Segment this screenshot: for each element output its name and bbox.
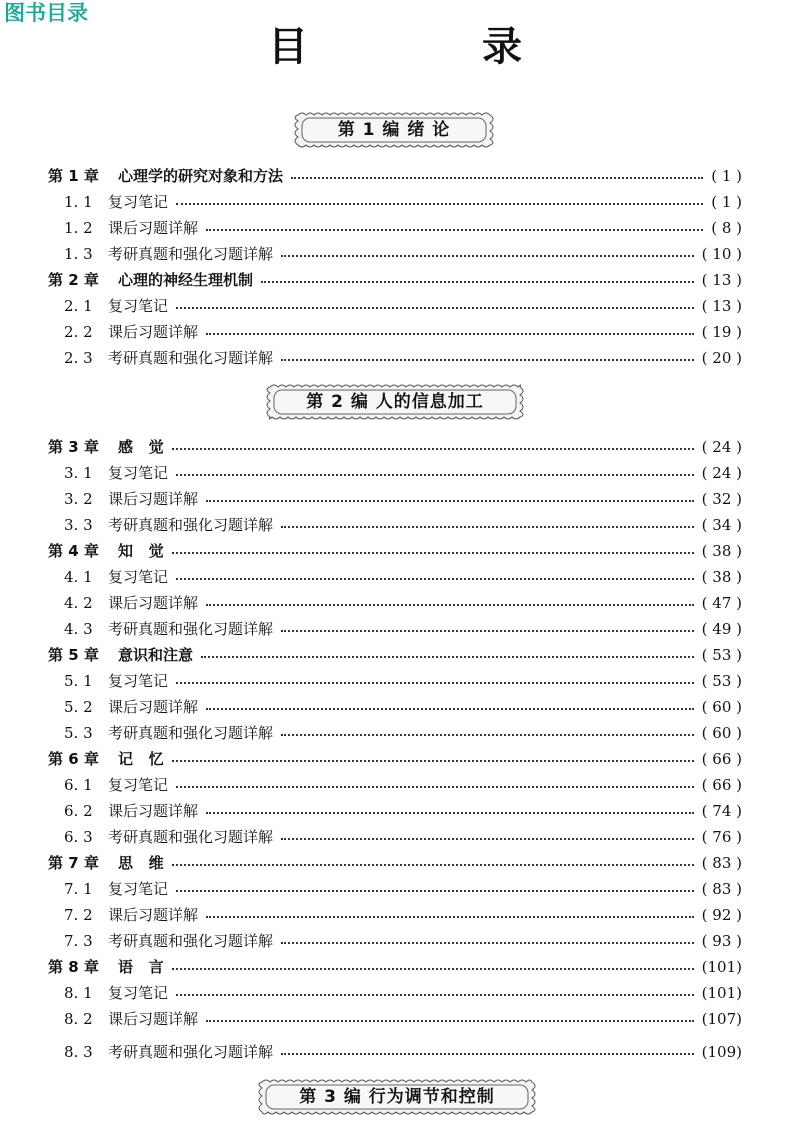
toc-section-row xyxy=(48,189,742,215)
toc-number: 5. 2 xyxy=(64,698,93,716)
toc-number: 1. 1 xyxy=(64,193,93,211)
toc-section-row xyxy=(48,345,742,371)
toc-title: 课后习题详解 xyxy=(108,594,199,612)
toc-page-number: (101) xyxy=(701,958,742,976)
toc-page-number: ( 83 ) xyxy=(701,880,742,898)
toc-leader-dots xyxy=(206,708,694,710)
toc-title: 课后习题详解 xyxy=(108,1010,199,1028)
toc-number: 8. 2 xyxy=(64,1010,93,1028)
toc-title: 考研真题和强化习题详解 xyxy=(108,1043,274,1061)
toc-section-row xyxy=(48,1006,742,1032)
toc-leader-dots xyxy=(291,177,703,179)
toc-page-number: ( 92 ) xyxy=(701,906,742,924)
toc-section-row xyxy=(48,486,742,512)
toc-page-number: ( 1 ) xyxy=(711,167,742,185)
toc-page-number: ( 49 ) xyxy=(701,620,742,638)
toc-page-number: ( 66 ) xyxy=(701,750,742,768)
toc-title: 课后习题详解 xyxy=(108,323,199,341)
part-banner-3 xyxy=(256,1078,538,1116)
toc-number: 第 3 章 xyxy=(48,438,99,456)
toc-number: 3. 1 xyxy=(64,464,93,482)
toc-title: 心理的神经生理机制 xyxy=(118,271,254,289)
part-banner-2 xyxy=(264,383,526,421)
toc-page-number: ( 34 ) xyxy=(701,516,742,534)
toc-number: 3. 3 xyxy=(64,516,93,534)
toc-title: 复习笔记 xyxy=(108,984,169,1002)
toc-title: 复习笔记 xyxy=(108,880,169,898)
toc-leader-dots xyxy=(172,864,694,866)
toc-title: 记 忆 xyxy=(118,750,164,768)
toc-page-number: ( 19 ) xyxy=(701,323,742,341)
part-banner-label: 第 3 编 行为调节和控制 xyxy=(299,1087,495,1107)
toc-number: 4. 2 xyxy=(64,594,93,612)
toc-page-number: ( 93 ) xyxy=(701,932,742,950)
toc-page-number: ( 53 ) xyxy=(701,646,742,664)
toc-title: 思 维 xyxy=(118,854,164,872)
toc-leader-dots xyxy=(281,838,694,840)
toc-chapter-row xyxy=(48,850,742,876)
toc-title: 考研真题和强化习题详解 xyxy=(108,724,274,742)
toc-title: 考研真题和强化习题详解 xyxy=(108,932,274,950)
toc-number: 2. 3 xyxy=(64,349,93,367)
toc-section-row xyxy=(48,668,742,694)
toc-section-row xyxy=(48,590,742,616)
toc-leader-dots xyxy=(201,656,694,658)
part-banner-label: 第 1 编 绪 论 xyxy=(337,120,451,140)
toc-page-number: ( 38 ) xyxy=(701,568,742,586)
toc-number: 第 4 章 xyxy=(48,542,99,560)
toc-leader-dots xyxy=(206,500,694,502)
toc-title: 考研真题和强化习题详解 xyxy=(108,620,274,638)
toc-title: 心理学的研究对象和方法 xyxy=(118,167,284,185)
toc-section-row xyxy=(48,512,742,538)
toc-title: 复习笔记 xyxy=(108,297,169,315)
toc-leader-dots xyxy=(176,474,694,476)
toc-page-number: ( 38 ) xyxy=(701,542,742,560)
toc-number: 8. 3 xyxy=(64,1043,93,1061)
toc-leader-dots xyxy=(281,942,694,944)
toc-chapter-row xyxy=(48,954,742,980)
toc-title: 课后习题详解 xyxy=(108,490,199,508)
toc-title: 考研真题和强化习题详解 xyxy=(108,828,274,846)
toc-leader-dots xyxy=(206,229,703,231)
toc-section-row xyxy=(48,564,742,590)
toc-page-number: ( 1 ) xyxy=(711,193,742,211)
toc-number: 7. 2 xyxy=(64,906,93,924)
toc-section-row xyxy=(48,902,742,928)
toc-leader-dots xyxy=(176,203,703,205)
toc-leader-dots xyxy=(206,812,694,814)
toc-chapter-row xyxy=(48,642,742,668)
toc-chapter-row xyxy=(48,163,742,189)
toc-page-number: ( 60 ) xyxy=(701,698,742,716)
toc-number: 8. 1 xyxy=(64,984,93,1002)
toc-title: 课后习题详解 xyxy=(108,802,199,820)
toc-title: 复习笔记 xyxy=(108,193,169,211)
toc-page-number: ( 76 ) xyxy=(701,828,742,846)
toc-page-number: ( 20 ) xyxy=(701,349,742,367)
toc-page-number: ( 32 ) xyxy=(701,490,742,508)
toc-title: 课后习题详解 xyxy=(108,698,199,716)
toc-leader-dots xyxy=(281,734,694,736)
toc-leader-dots xyxy=(206,916,694,918)
part-banner-label: 第 2 编 人的信息加工 xyxy=(306,392,484,412)
toc-leader-dots xyxy=(281,630,694,632)
toc-section-row xyxy=(48,876,742,902)
toc-title: 感 觉 xyxy=(118,438,164,456)
toc-section-row xyxy=(48,980,742,1006)
toc-number: 5. 3 xyxy=(64,724,93,742)
toc-section-row xyxy=(48,241,742,267)
toc-section-row xyxy=(48,293,742,319)
toc-number: 6. 2 xyxy=(64,802,93,820)
toc-number: 第 6 章 xyxy=(48,750,99,768)
toc-leader-dots xyxy=(176,682,694,684)
toc-leader-dots xyxy=(172,968,694,970)
toc-chapter-row xyxy=(48,434,742,460)
toc-leader-dots xyxy=(206,604,694,606)
toc-page-number: ( 24 ) xyxy=(701,438,742,456)
toc-leader-dots xyxy=(281,359,694,361)
toc-title: 知 觉 xyxy=(118,542,164,560)
toc-leader-dots xyxy=(176,307,694,309)
toc-title: 课后习题详解 xyxy=(108,906,199,924)
toc-section-row xyxy=(48,824,742,850)
toc-page-number: (101) xyxy=(701,984,742,1002)
toc-leader-dots xyxy=(176,786,694,788)
toc-section-row xyxy=(48,215,742,241)
toc-section-row xyxy=(48,772,742,798)
toc-page-number: ( 47 ) xyxy=(701,594,742,612)
toc-leader-dots xyxy=(176,890,694,892)
toc-number: 1. 3 xyxy=(64,245,93,263)
toc-leader-dots xyxy=(172,448,694,450)
toc-number: 第 1 章 xyxy=(48,167,99,185)
toc-number: 2. 2 xyxy=(64,323,93,341)
toc-number: 6. 1 xyxy=(64,776,93,794)
toc-leader-dots xyxy=(172,760,694,762)
toc-leader-dots xyxy=(172,552,694,554)
toc-leader-dots xyxy=(281,526,694,528)
toc-section-row xyxy=(48,694,742,720)
toc-title: 考研真题和强化习题详解 xyxy=(108,349,274,367)
toc-section-row xyxy=(48,319,742,345)
toc-section-row xyxy=(48,798,742,824)
toc-chapter-row xyxy=(48,267,742,293)
page-title: 目 录 xyxy=(268,24,602,70)
toc-page-number: ( 24 ) xyxy=(701,464,742,482)
toc-title: 考研真题和强化习题详解 xyxy=(108,516,274,534)
toc-leader-dots xyxy=(206,333,694,335)
toc-leader-dots xyxy=(281,255,694,257)
toc-number: 4. 1 xyxy=(64,568,93,586)
toc-chapter-row xyxy=(48,746,742,772)
toc-number: 6. 3 xyxy=(64,828,93,846)
toc-title: 复习笔记 xyxy=(108,464,169,482)
toc-leader-dots xyxy=(206,1020,694,1022)
toc-leader-dots xyxy=(176,578,694,580)
toc-section-row xyxy=(48,1039,742,1065)
toc-title: 课后习题详解 xyxy=(108,219,199,237)
toc-number: 7. 1 xyxy=(64,880,93,898)
toc-title: 考研真题和强化习题详解 xyxy=(108,245,274,263)
toc-leader-dots xyxy=(261,281,694,283)
toc-page-number: ( 66 ) xyxy=(701,776,742,794)
toc-page-number: ( 83 ) xyxy=(701,854,742,872)
toc-page-number: ( 10 ) xyxy=(701,245,742,263)
toc-leader-dots xyxy=(281,1053,694,1055)
toc-section-row xyxy=(48,616,742,642)
toc-number: 2. 1 xyxy=(64,297,93,315)
toc-section-row xyxy=(48,928,742,954)
toc-number: 7. 3 xyxy=(64,932,93,950)
toc-section-row xyxy=(48,460,742,486)
toc-number: 第 8 章 xyxy=(48,958,99,976)
toc-page-number: (107) xyxy=(701,1010,742,1028)
toc-number: 第 2 章 xyxy=(48,271,99,289)
toc-section-row xyxy=(48,720,742,746)
toc-chapter-row xyxy=(48,538,742,564)
toc-page-number: ( 13 ) xyxy=(701,297,742,315)
toc-title: 复习笔记 xyxy=(108,568,169,586)
toc-page-number: ( 60 ) xyxy=(701,724,742,742)
toc-page-number: ( 8 ) xyxy=(711,219,742,237)
toc-number: 5. 1 xyxy=(64,672,93,690)
toc-page-number: (109) xyxy=(701,1043,742,1061)
toc-page-number: ( 53 ) xyxy=(701,672,742,690)
toc-page-number: ( 13 ) xyxy=(701,271,742,289)
toc-title: 意识和注意 xyxy=(118,646,194,664)
toc-page-number: ( 74 ) xyxy=(701,802,742,820)
toc-leader-dots xyxy=(176,994,694,996)
toc-number: 3. 2 xyxy=(64,490,93,508)
toc-title: 语 言 xyxy=(118,958,164,976)
toc-title: 复习笔记 xyxy=(108,776,169,794)
corner-tag: 图书目录 xyxy=(4,1,88,25)
toc-title: 复习笔记 xyxy=(108,672,169,690)
toc-number: 1. 2 xyxy=(64,219,93,237)
toc-number: 第 5 章 xyxy=(48,646,99,664)
toc-number: 第 7 章 xyxy=(48,854,99,872)
part-banner-1 xyxy=(292,111,496,149)
toc-number: 4. 3 xyxy=(64,620,93,638)
